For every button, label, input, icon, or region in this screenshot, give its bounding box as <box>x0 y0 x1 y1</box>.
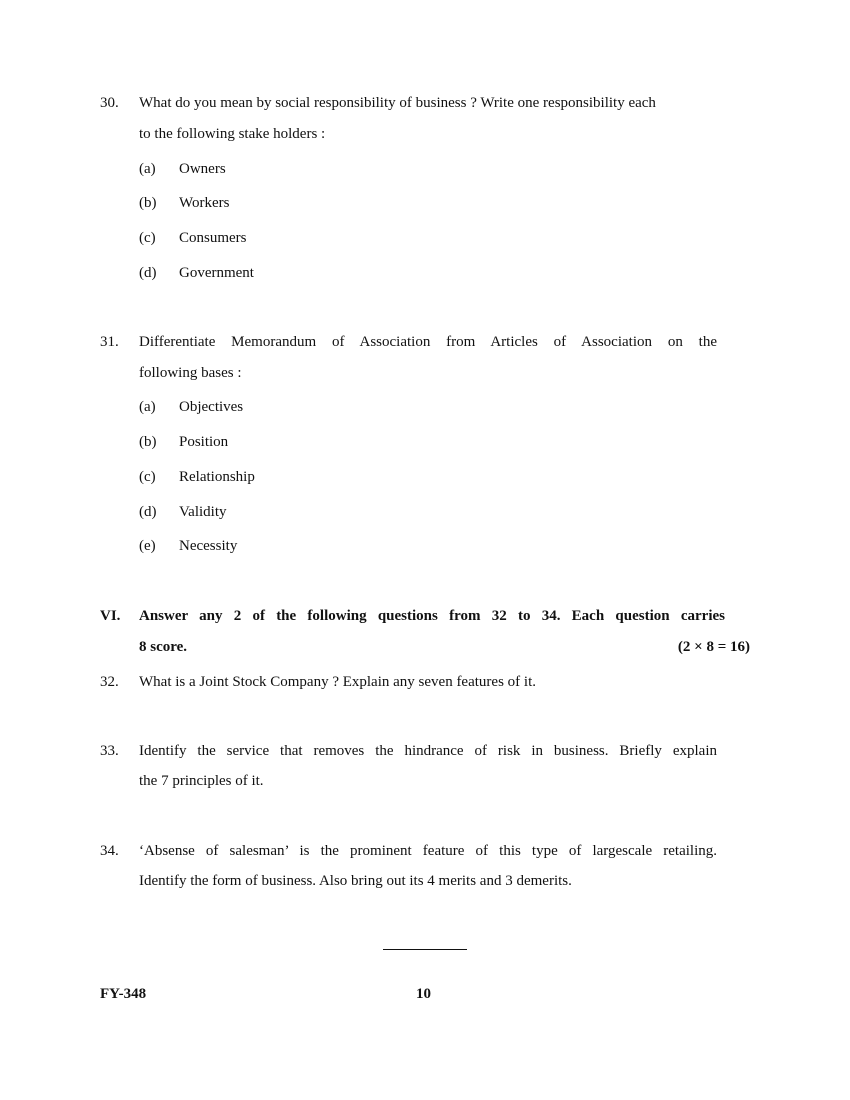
question-31-option-b-text: Position <box>179 434 229 450</box>
question-31-text-line2: following bases : <box>139 365 242 381</box>
question-30-number: 30. <box>100 95 119 111</box>
question-34-text-line1: ‘Absense of salesman’ is the prominent feature of this type of largescale retailing. <box>139 843 717 859</box>
question-30-option-d-text: Government <box>179 265 254 281</box>
question-33-text-line1: Identify the service that removes the hindrance of risk in business. Briefly explain <box>139 743 717 759</box>
question-31-option-d-text: Validity <box>179 504 227 520</box>
question-31-text-line1: Differentiate Memorandum of Association from Articles of Association on the <box>139 334 717 350</box>
question-31-option-c-label: (c) <box>139 469 156 485</box>
question-30-option-c-text: Consumers <box>179 230 247 246</box>
question-31-option-d-label: (d) <box>139 504 157 520</box>
question-30-text-line1: What do you mean by social responsibility of business ? Write one responsibility each <box>139 95 656 111</box>
question-30-option-d-label: (d) <box>139 265 157 281</box>
section-6-marks: (2 × 8 = 16) <box>677 639 750 655</box>
question-31-option-e-label: (e) <box>139 538 156 554</box>
question-31-number: 31. <box>100 334 119 350</box>
section-6-instruction-line1: Answer any 2 of the following questions from 32 to 34. Each question carries <box>139 608 725 624</box>
question-31-option-b-label: (b) <box>139 434 157 450</box>
end-rule <box>383 949 467 950</box>
question-34-text-line2: Identify the form of business. Also bring out its 4 merits and 3 demerits. <box>139 873 572 889</box>
question-33-text-line2: the 7 principles of it. <box>139 773 264 789</box>
question-30-option-a-text: Owners <box>179 161 226 177</box>
question-32-number: 32. <box>100 674 119 690</box>
question-30-option-a-label: (a) <box>139 161 156 177</box>
question-31-option-a-text: Objectives <box>179 399 244 415</box>
paper-code: FY-348 <box>100 986 147 1002</box>
page-number: 10 <box>416 986 431 1002</box>
question-31-option-e-text: Necessity <box>179 538 238 554</box>
question-30-text-line2: to the following stake holders : <box>139 126 326 142</box>
question-34-number: 34. <box>100 843 119 859</box>
section-6-number: VI. <box>100 608 121 624</box>
question-30-option-c-label: (c) <box>139 230 156 246</box>
question-32-text-line1: What is a Joint Stock Company ? Explain any seven features of it. <box>139 674 536 690</box>
question-30-option-b-text: Workers <box>179 195 230 211</box>
question-33-number: 33. <box>100 743 119 759</box>
question-31-option-a-label: (a) <box>139 399 156 415</box>
section-6-instruction-line2: 8 score. <box>139 639 188 655</box>
question-30-option-b-label: (b) <box>139 195 157 211</box>
question-31-option-c-text: Relationship <box>179 469 255 485</box>
